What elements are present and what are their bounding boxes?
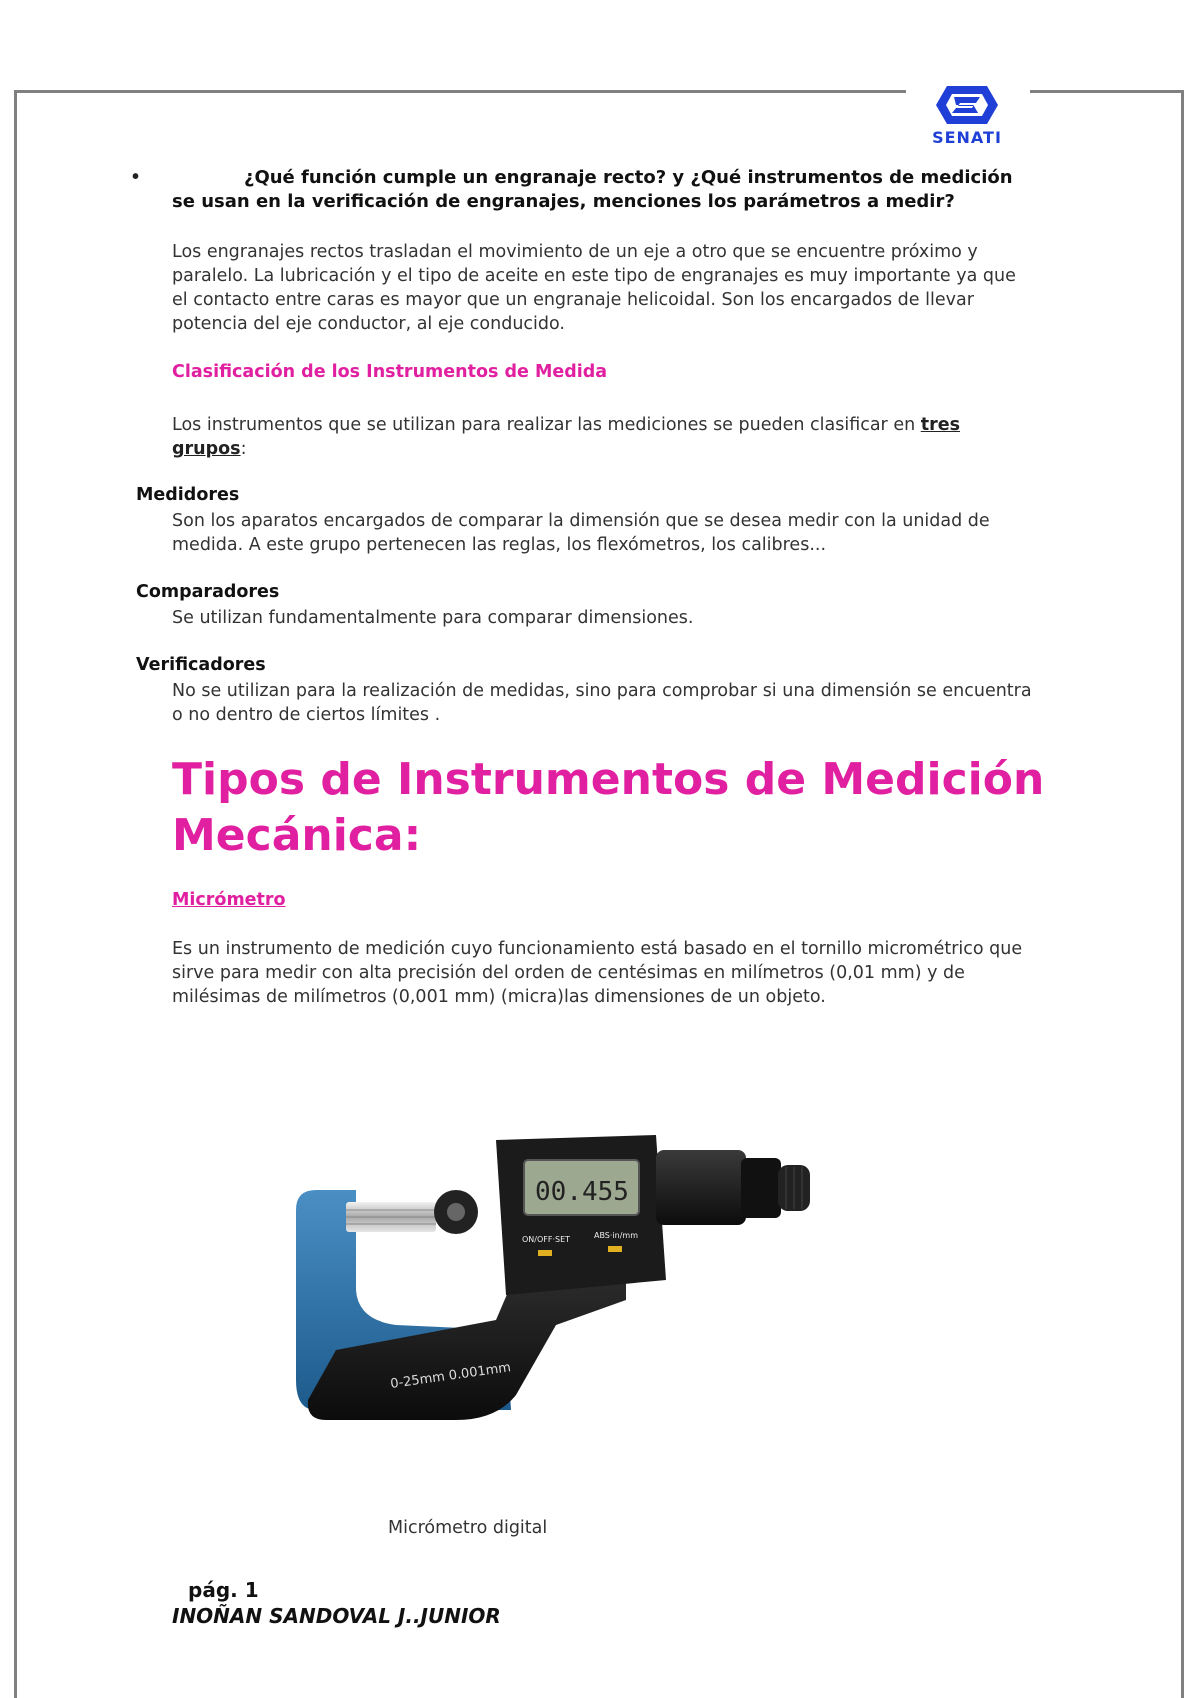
question-block — [132, 166, 1032, 214]
micrometer-heading: Micrómetro — [172, 890, 286, 910]
page-border-top-right — [1030, 90, 1184, 93]
term-medidores: Medidores — [136, 485, 240, 505]
page-border-left — [14, 90, 17, 1698]
term-verificadores: Verificadores — [136, 655, 266, 675]
page-border-top-left — [14, 90, 906, 93]
abs-label: ABS·in/mm — [593, 1231, 639, 1240]
senati-emblem-icon — [912, 82, 1022, 128]
display-reading: 00.455 — [535, 1177, 629, 1207]
bullet-icon: • — [132, 166, 140, 188]
section-title: Tipos de Instrumentos de Medición Mecánica: — [172, 754, 1045, 861]
on-off-button — [538, 1250, 552, 1256]
paragraph-groups-suffix: : — [240, 439, 247, 459]
question-line-1: ¿Qué función cumple un engranaje recto? y ¿Qué instrumentos de medición — [244, 167, 1013, 188]
author-name: INOÑAN SANDOVAL J..JUNIOR — [172, 1604, 501, 1628]
senati-logo — [912, 82, 1022, 148]
term-comparadores: Comparadores — [136, 582, 280, 602]
frame-label: 0-25mm 0.001mm — [389, 1360, 512, 1392]
question-text — [172, 166, 1032, 214]
paragraph-micrometer: Es un instrumento de medición cuyo funcionamiento está basado en el tornillo micrométrico que sirve para medir con alta precisión del orden de centésimas en milímetros (0,01 mm) y de milésimas de milímetros (0,001 mm) (micra)las dimensiones de un objeto. — [172, 939, 1023, 1007]
groups-emphasis: tres grupos — [172, 415, 961, 459]
paragraph-groups — [172, 413, 1032, 461]
logo-text: SENATI — [932, 128, 1002, 147]
on-off-label: ON/OFF·SET — [521, 1235, 571, 1244]
micrometer-illustration — [296, 1120, 856, 1440]
page-number: pág. 1 — [188, 1578, 259, 1602]
definition-verificadores: No se utilizan para la realización de medidas, sino para comprobar si una dimensión se encuentra o no dentro de ciertos límites . — [172, 681, 1032, 725]
definition-comparadores: Se utilizan fundamentalmente para comparar dimensiones. — [172, 608, 694, 628]
paragraph-groups-text: Los instrumentos que se utilizan para realizar las mediciones se pueden clasificar en — [172, 415, 921, 435]
abs-button — [608, 1246, 622, 1252]
photo-caption: Micrómetro digital — [388, 1518, 548, 1538]
micrometer-photo — [296, 1120, 856, 1440]
paragraph-gears: Los engranajes rectos trasladan el movimiento de un eje a otro que se encuentre próximo y paralelo. La lubricación y el tipo de aceite en este tipo de engranajes es muy importante ya que el contacto entre caras es mayor que un engranaje helicoidal. Son los encargados de llevar potencia del eje conductor, al eje conducido. — [172, 242, 1016, 334]
page-border-right — [1181, 90, 1184, 1698]
definition-medidores: Son los aparatos encargados de comparar la dimensión que se desea medir con la unidad de medida. A este grupo pertenecen las reglas, los flexómetros, los calibres... — [172, 511, 990, 555]
question-line-2: se usan en la verificación de engranajes, menciones los parámetros a medir? — [172, 191, 955, 212]
classification-heading: Clasificación de los Instrumentos de Medida — [172, 362, 608, 382]
